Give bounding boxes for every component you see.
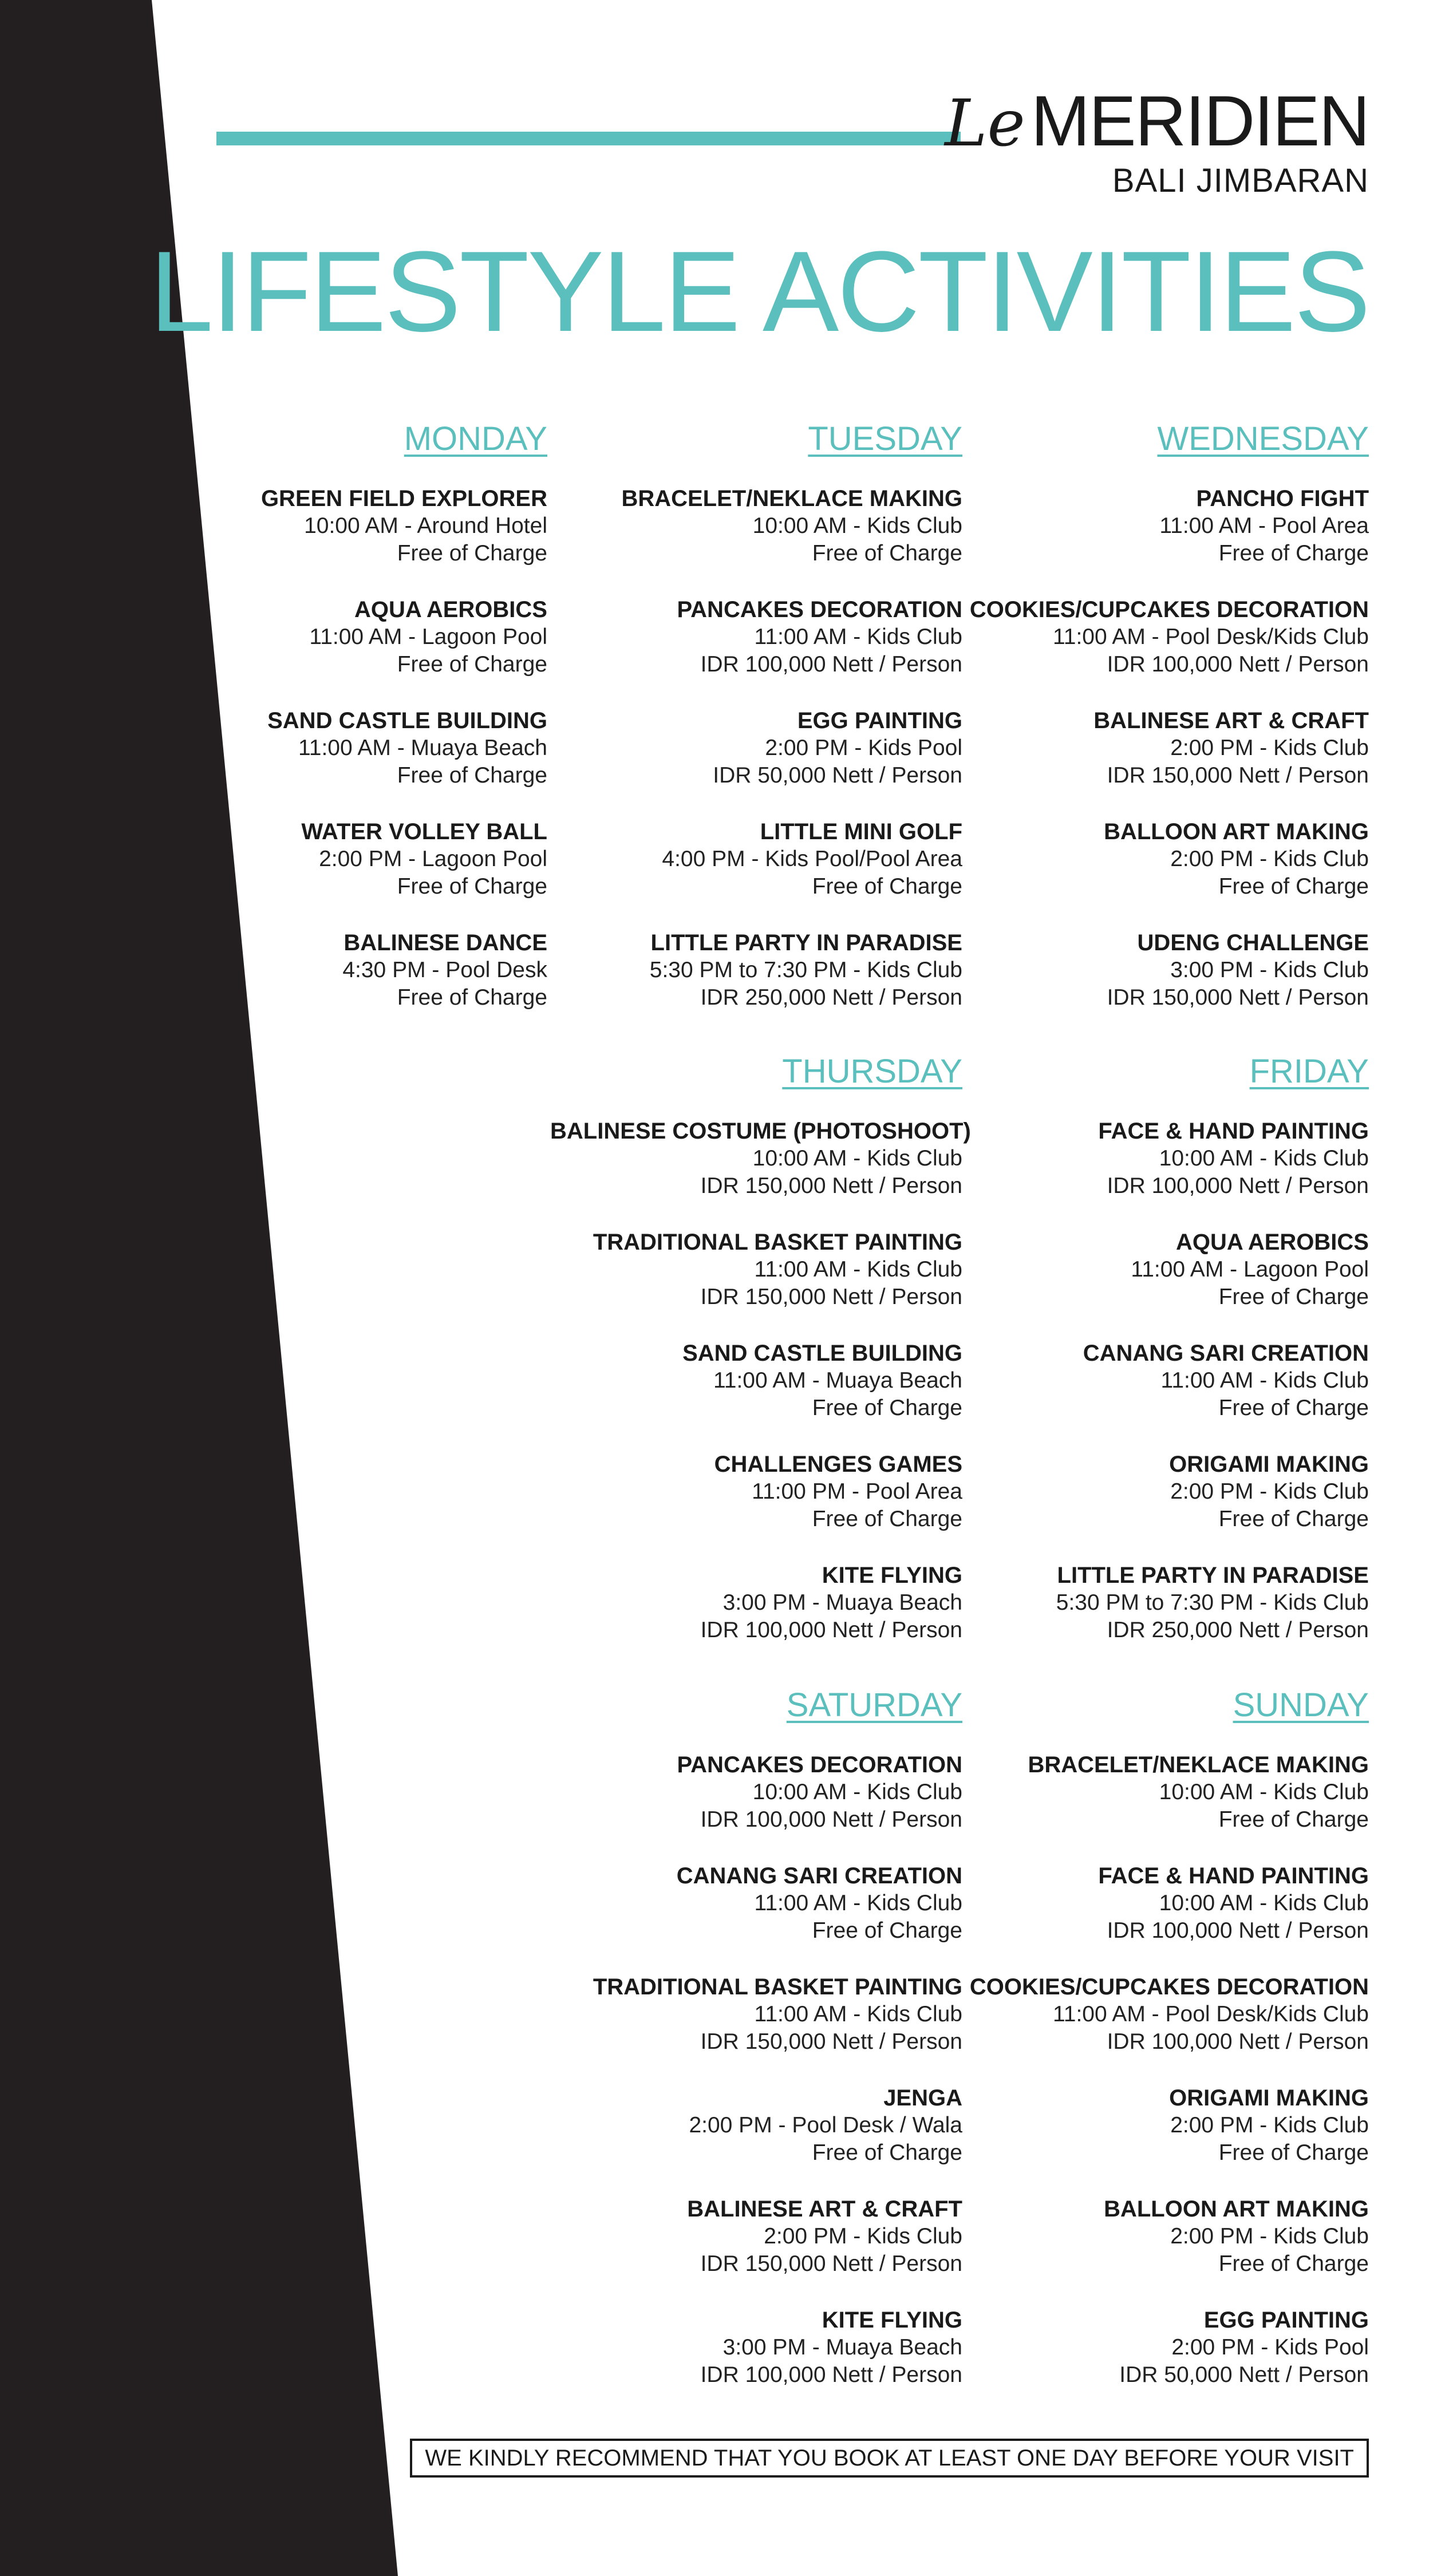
activity-price: Free of Charge bbox=[812, 874, 962, 899]
activity-time: 11:00 AM - Pool Desk/Kids Club bbox=[1052, 2001, 1369, 2026]
activity-name: JENGA bbox=[883, 2085, 962, 2111]
activity-time: 11:00 AM - Muaya Beach bbox=[298, 735, 547, 760]
activity-name: CANANG SARI CREATION bbox=[1083, 1340, 1369, 1366]
activity-time: 10:00 AM - Kids Club bbox=[1159, 1145, 1369, 1171]
activity-time: 5:30 PM to 7:30 PM - Kids Club bbox=[1056, 1590, 1369, 1615]
activity-time: 11:00 AM - Kids Club bbox=[754, 1257, 962, 1282]
activity-name: ORIGAMI MAKING bbox=[1169, 2085, 1369, 2111]
activity-price: Free of Charge bbox=[812, 1506, 962, 1531]
activity-item bbox=[957, 929, 1369, 1012]
activity-item bbox=[957, 596, 1369, 678]
activity-time: 11:00 AM - Kids Club bbox=[754, 624, 962, 649]
day-sunday bbox=[957, 1687, 1369, 2417]
activity-item bbox=[550, 485, 962, 567]
activity-item bbox=[550, 818, 962, 900]
accent-line bbox=[216, 132, 961, 145]
activity-item bbox=[957, 2306, 1369, 2389]
activity-name: AQUA AEROBICS bbox=[354, 596, 547, 622]
activity-name: EGG PAINTING bbox=[797, 708, 962, 733]
activity-item bbox=[550, 1228, 962, 1311]
activity-name: BALLOON ART MAKING bbox=[1104, 819, 1369, 844]
activity-name: BALINESE COSTUME (PHOTOSHOOT) bbox=[550, 1118, 971, 1144]
activity-price: Free of Charge bbox=[1218, 874, 1369, 899]
activity-time: 4:30 PM - Pool Desk bbox=[342, 957, 547, 982]
activity-item bbox=[957, 2195, 1369, 2278]
activity-time: 2:00 PM - Kids Club bbox=[1170, 846, 1369, 871]
activity-price: Free of Charge bbox=[1218, 1807, 1369, 1832]
activity-name: KITE FLYING bbox=[822, 2307, 962, 2333]
activity-name: UDENG CHALLENGE bbox=[1137, 930, 1369, 955]
activity-name: BALINESE DANCE bbox=[344, 930, 547, 955]
activity-name: EGG PAINTING bbox=[1203, 2307, 1369, 2333]
activity-time: 11:00 AM - Muaya Beach bbox=[713, 1368, 962, 1393]
activity-time: 4:00 PM - Kids Pool/Pool Area bbox=[662, 846, 962, 871]
activity-price: IDR 100,000 Nett / Person bbox=[1107, 1918, 1369, 1943]
activity-list bbox=[957, 1117, 1369, 1644]
activity-name: COOKIES/CUPCAKES DECORATION bbox=[969, 596, 1369, 622]
activity-price: IDR 50,000 Nett / Person bbox=[1119, 2362, 1369, 2387]
activity-item bbox=[550, 2084, 962, 2167]
day-name: FRIDAY bbox=[1249, 1053, 1369, 1090]
activity-item bbox=[550, 707, 962, 789]
activity-price: Free of Charge bbox=[1218, 1506, 1369, 1531]
activity-time: 10:00 AM - Kids Club bbox=[1159, 1890, 1369, 1915]
activity-item bbox=[550, 1973, 962, 2056]
activity-name: SAND CASTLE BUILDING bbox=[267, 708, 547, 733]
activity-time: 11:00 AM - Kids Club bbox=[1160, 1368, 1369, 1393]
activity-price: Free of Charge bbox=[1218, 1284, 1369, 1309]
activity-price: IDR 50,000 Nett / Person bbox=[713, 762, 962, 788]
activity-name: AQUA AEROBICS bbox=[1175, 1229, 1369, 1255]
activity-price: Free of Charge bbox=[397, 985, 547, 1010]
activity-price: Free of Charge bbox=[1218, 540, 1369, 566]
activity-name: PANCHO FIGHT bbox=[1196, 485, 1369, 511]
activity-price: IDR 150,000 Nett / Person bbox=[700, 1173, 962, 1198]
activity-time: 2:00 PM - Kids Club bbox=[1170, 735, 1369, 760]
activity-price: IDR 250,000 Nett / Person bbox=[1107, 1617, 1369, 1642]
day-monday bbox=[135, 421, 547, 1040]
activity-list bbox=[550, 1117, 971, 1644]
activity-name: FACE & HAND PAINTING bbox=[1098, 1118, 1369, 1144]
activity-item bbox=[550, 2306, 962, 2389]
activity-item bbox=[135, 707, 547, 789]
activity-name: ORIGAMI MAKING bbox=[1169, 1451, 1369, 1477]
activity-time: 3:00 PM - Muaya Beach bbox=[722, 1590, 962, 1615]
activity-time: 2:00 PM - Pool Desk / Wala bbox=[689, 2112, 962, 2138]
activity-price: IDR 100,000 Nett / Person bbox=[700, 1807, 962, 1832]
activity-name: CHALLENGES GAMES bbox=[714, 1451, 962, 1477]
activity-name: LITTLE PARTY IN PARADISE bbox=[650, 930, 962, 955]
activity-item bbox=[957, 707, 1369, 789]
activity-price: Free of Charge bbox=[1218, 1395, 1369, 1420]
activity-time: 11:00 AM - Kids Club bbox=[754, 1890, 962, 1915]
activity-time: 10:00 AM - Kids Club bbox=[752, 513, 962, 538]
activity-time: 2:00 PM - Lagoon Pool bbox=[319, 846, 547, 871]
day-name: WEDNESDAY bbox=[1157, 420, 1369, 457]
activity-time: 10:00 AM - Kids Club bbox=[752, 1779, 962, 1804]
activity-time: 2:00 PM - Kids Club bbox=[1170, 1479, 1369, 1504]
activity-item bbox=[957, 1228, 1369, 1311]
activity-time: 5:30 PM to 7:30 PM - Kids Club bbox=[649, 957, 962, 982]
activity-price: IDR 150,000 Nett / Person bbox=[700, 2029, 962, 2054]
activity-time: 10:00 AM - Kids Club bbox=[1159, 1779, 1369, 1804]
day-wednesday bbox=[957, 421, 1369, 1040]
activity-item bbox=[135, 929, 547, 1012]
activity-price: Free of Charge bbox=[1218, 2140, 1369, 2165]
activity-price: Free of Charge bbox=[812, 1395, 962, 1420]
black-diagonal-band bbox=[0, 0, 401, 2576]
activity-time: 11:00 PM - Pool Area bbox=[752, 1479, 962, 1504]
activity-time: 2:00 PM - Kids Club bbox=[1170, 2112, 1369, 2138]
activity-price: Free of Charge bbox=[812, 1918, 962, 1943]
activity-item bbox=[957, 1451, 1369, 1533]
activity-item bbox=[550, 1751, 962, 1834]
activity-time: 11:00 AM - Lagoon Pool bbox=[1131, 1257, 1369, 1282]
logo-location: BALI JIMBARAN bbox=[1112, 162, 1369, 199]
activity-item bbox=[957, 1862, 1369, 1945]
activity-time: 11:00 AM - Pool Desk/Kids Club bbox=[1052, 624, 1369, 649]
activity-price: IDR 150,000 Nett / Person bbox=[1107, 985, 1369, 1010]
activity-item bbox=[550, 1340, 962, 1422]
activity-price: IDR 150,000 Nett / Person bbox=[700, 1284, 962, 1309]
activity-item bbox=[550, 1451, 962, 1533]
day-name: TUESDAY bbox=[808, 420, 962, 457]
activity-price: Free of Charge bbox=[397, 540, 547, 566]
activity-price: Free of Charge bbox=[397, 874, 547, 899]
activity-price: IDR 100,000 Nett / Person bbox=[700, 651, 962, 677]
day-friday bbox=[957, 1053, 1369, 1673]
activity-time: 11:00 AM - Lagoon Pool bbox=[309, 624, 547, 649]
activity-price: IDR 100,000 Nett / Person bbox=[1107, 651, 1369, 677]
activity-item bbox=[957, 1973, 1369, 2056]
activity-time: 2:00 PM - Kids Pool bbox=[1171, 2334, 1369, 2360]
activity-time: 2:00 PM - Kids Club bbox=[1170, 2223, 1369, 2249]
activity-price: IDR 250,000 Nett / Person bbox=[700, 985, 962, 1010]
activity-price: IDR 150,000 Nett / Person bbox=[700, 2251, 962, 2276]
activity-name: FACE & HAND PAINTING bbox=[1098, 1863, 1369, 1888]
activity-item bbox=[550, 2195, 962, 2278]
activity-price: Free of Charge bbox=[812, 2140, 962, 2165]
activity-name: TRADITIONAL BASKET PAINTING bbox=[593, 1229, 962, 1255]
booking-recommendation-note: WE KINDLY RECOMMEND THAT YOU BOOK AT LEAST ONE DAY BEFORE YOUR VISIT bbox=[410, 2439, 1369, 2478]
activity-time: 2:00 PM - Kids Pool bbox=[765, 735, 962, 760]
activity-name: BRACELET/NEKLACE MAKING bbox=[621, 485, 962, 511]
activity-list bbox=[957, 1751, 1369, 2389]
activity-item bbox=[550, 1862, 962, 1945]
activity-item bbox=[957, 2084, 1369, 2167]
activity-time: 10:00 AM - Around Hotel bbox=[304, 513, 547, 538]
activity-name: BRACELET/NEKLACE MAKING bbox=[1028, 1752, 1369, 1777]
activity-name: PANCAKES DECORATION bbox=[677, 596, 962, 622]
activity-price: Free of Charge bbox=[812, 540, 962, 566]
activity-list bbox=[550, 1751, 962, 2389]
day-thursday bbox=[550, 1053, 971, 1673]
activity-name: LITTLE MINI GOLF bbox=[760, 819, 962, 844]
activity-name: BALINESE ART & CRAFT bbox=[687, 2196, 962, 2222]
activity-item bbox=[550, 596, 962, 678]
activity-time: 11:00 AM - Pool Area bbox=[1159, 513, 1369, 538]
activity-time: 10:00 AM - Kids Club bbox=[752, 1145, 962, 1171]
activity-price: Free of Charge bbox=[1218, 2251, 1369, 2276]
activity-item bbox=[135, 818, 547, 900]
day-name: MONDAY bbox=[404, 420, 547, 457]
activity-price: Free of Charge bbox=[397, 651, 547, 677]
activity-item bbox=[957, 1751, 1369, 1834]
activity-price: IDR 100,000 Nett / Person bbox=[700, 2362, 962, 2387]
hotel-logo bbox=[945, 82, 1369, 200]
activity-name: BALINESE ART & CRAFT bbox=[1093, 708, 1369, 733]
logo-le: Le bbox=[945, 86, 1025, 161]
activity-name: WATER VOLLEY BALL bbox=[301, 819, 547, 844]
day-name: SUNDAY bbox=[1233, 1686, 1369, 1724]
activity-time: 3:00 PM - Kids Club bbox=[1170, 957, 1369, 982]
activity-time: 2:00 PM - Kids Club bbox=[764, 2223, 962, 2249]
activity-item bbox=[957, 818, 1369, 900]
activity-name: PANCAKES DECORATION bbox=[677, 1752, 962, 1777]
activity-item bbox=[550, 1562, 962, 1644]
day-name: SATURDAY bbox=[786, 1686, 962, 1724]
activity-price: IDR 100,000 Nett / Person bbox=[1107, 1173, 1369, 1198]
activity-price: IDR 100,000 Nett / Person bbox=[700, 1617, 962, 1642]
logo-brand: MERIDIEN bbox=[1031, 82, 1369, 161]
activity-name: GREEN FIELD EXPLORER bbox=[260, 485, 547, 511]
activity-item bbox=[957, 485, 1369, 567]
activity-item bbox=[957, 1562, 1369, 1644]
activity-time: 3:00 PM - Muaya Beach bbox=[722, 2334, 962, 2360]
activity-name: BALLOON ART MAKING bbox=[1104, 2196, 1369, 2222]
activity-item bbox=[135, 596, 547, 678]
activity-item bbox=[957, 1340, 1369, 1422]
activity-list bbox=[135, 485, 547, 1012]
activity-item bbox=[550, 929, 962, 1012]
page-title: LIFESTYLE ACTIVITIES bbox=[149, 228, 1369, 355]
activity-list bbox=[957, 485, 1369, 1012]
activity-name: LITTLE PARTY IN PARADISE bbox=[1057, 1562, 1369, 1588]
activity-name: SAND CASTLE BUILDING bbox=[682, 1340, 962, 1366]
activity-price: Free of Charge bbox=[397, 762, 547, 788]
activity-name: KITE FLYING bbox=[822, 1562, 962, 1588]
activity-name: CANANG SARI CREATION bbox=[676, 1863, 962, 1888]
activity-name: COOKIES/CUPCAKES DECORATION bbox=[969, 1974, 1369, 2000]
day-name: THURSDAY bbox=[782, 1053, 962, 1090]
activity-price: IDR 150,000 Nett / Person bbox=[1107, 762, 1369, 788]
activity-item bbox=[135, 485, 547, 567]
activity-time: 11:00 AM - Kids Club bbox=[754, 2001, 962, 2026]
activity-item bbox=[957, 1117, 1369, 1200]
activity-price: IDR 100,000 Nett / Person bbox=[1107, 2029, 1369, 2054]
activity-name: TRADITIONAL BASKET PAINTING bbox=[593, 1974, 962, 2000]
day-saturday bbox=[550, 1687, 962, 2417]
day-tuesday bbox=[550, 421, 962, 1040]
activity-item bbox=[550, 1117, 971, 1200]
activity-list bbox=[550, 485, 962, 1012]
